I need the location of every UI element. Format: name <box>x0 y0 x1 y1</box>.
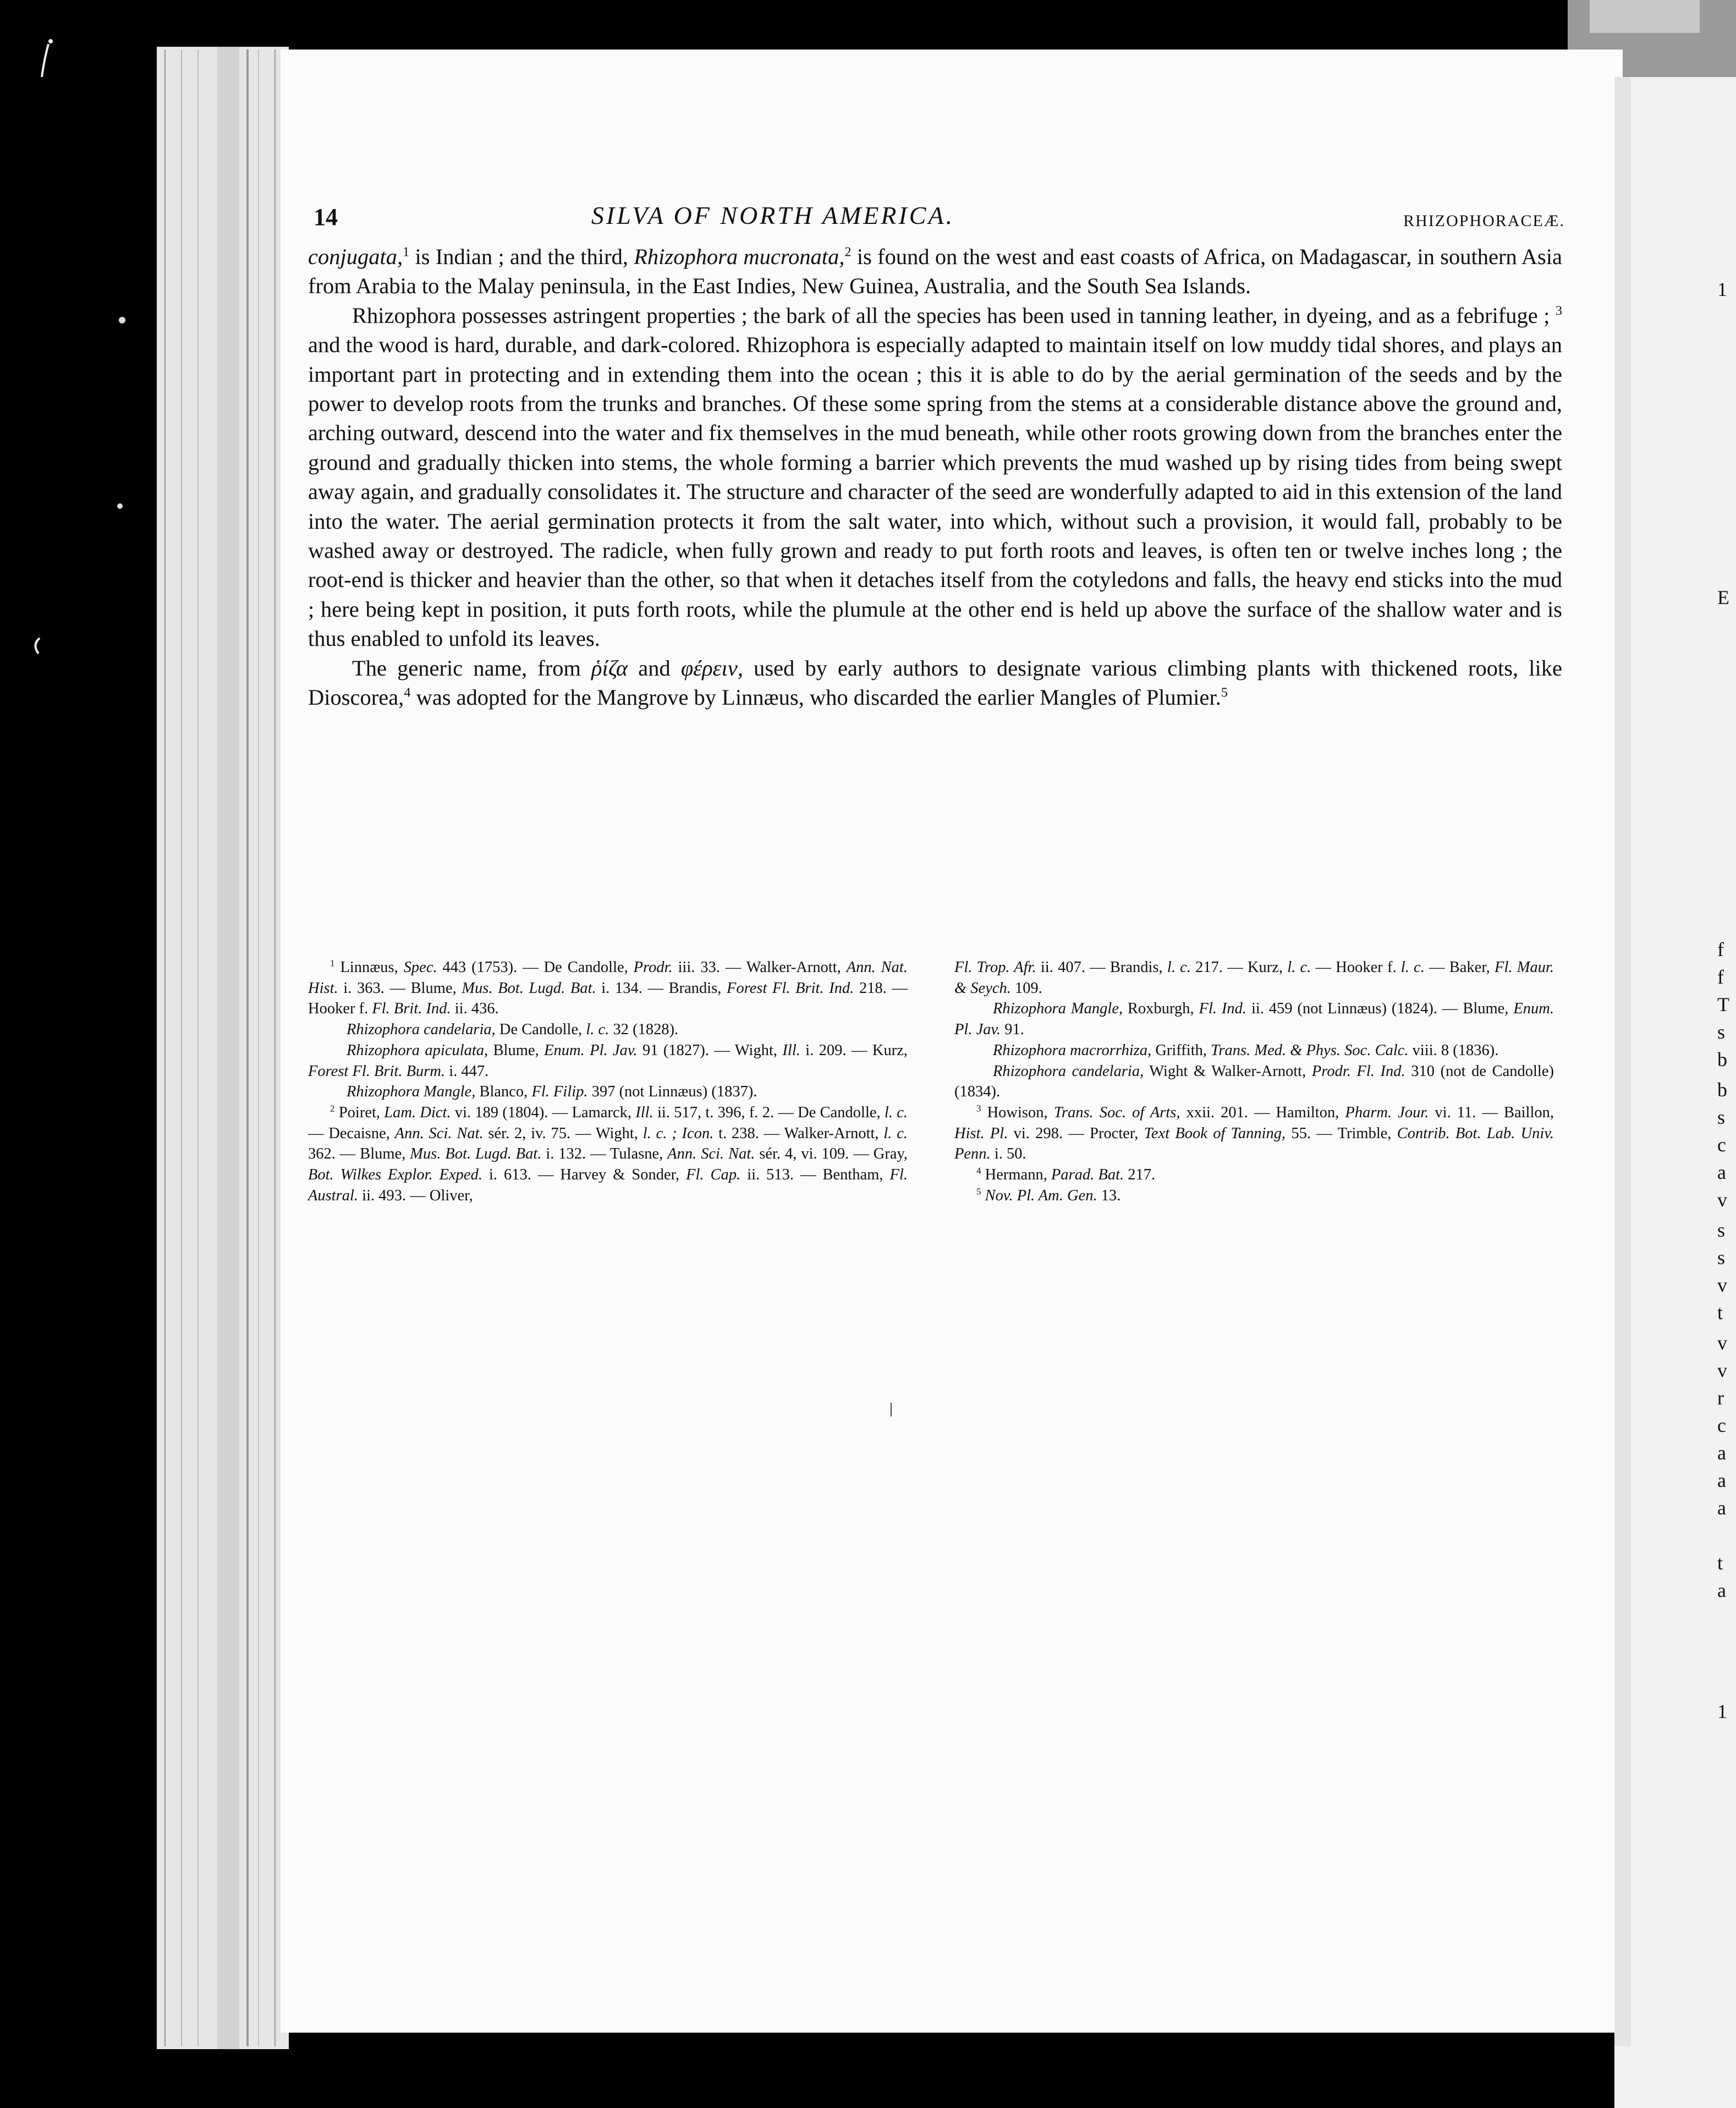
footnote-2: $^2$ Poiret, Lam. Dict. vi. 189 (1804). — Lamarck, Ill. ii. 517, t. 396, f. 2. — De Candolle, l. c. — Decaisne, Ann. Sci. Nat. sér. 2, iv. 75. — Wight, l. c. ; Icon. t. 238. — Walker-Arnott, l. c. 362. — Blume, Mus. Bot. Lugd. Bat. i. 132. — Tulasne, Ann. Sci. Nat. sér. 4, vi. 109. — Gray, Bot. Wilkes Explor. Exped. i. 613. — Harvey & Sonder, Fl. Cap. ii. 513. — Bentham, Fl. Austral. ii. 493. — Oliver, <box>308 1103 908 1204</box>
adjacent-page-letter: a <box>1717 1469 1726 1491</box>
adjacent-page-letter: T <box>1717 993 1729 1015</box>
body-text <box>308 242 1562 712</box>
footnote-2-macrorrhiza: Rhizophora macrorrhiza, Griffith, Trans. Med. & Phys. Soc. Calc. viii. 8 (1836). <box>993 1041 1499 1059</box>
adjacent-page-letter: a <box>1717 1161 1726 1183</box>
footnote-1-mangle: Rhizophora Mangle, Blanco, Fl. Filip. 397 (not Linnæus) (1837). <box>347 1083 757 1101</box>
adjacent-page-letter: c <box>1717 1414 1726 1436</box>
footnote-1: $^1$ Linnæus, Spec. 443 (1753). — De Candolle, Prodr. iii. 33. — Walker-Arnott, Ann. Nat. Hist. i. 363. — Blume, Mus. Bot. Lugd. Bat. i. 134. — Brandis, Forest Fl. Brit. Ind. 218. — Hooker f. Fl. Brit. Ind. ii. 436. <box>308 958 908 1018</box>
adjacent-page-letter: v <box>1717 1359 1727 1381</box>
adjacent-page-letter: s <box>1717 1219 1726 1241</box>
footnote-4: $^4$ Hermann, Parad. Bat. 217. <box>976 1165 1156 1184</box>
adjacent-page-letter: b <box>1717 1079 1727 1101</box>
adjacent-page-letter: r <box>1717 1387 1724 1409</box>
footnotes-left-column <box>308 957 908 1206</box>
page-header <box>314 201 1565 239</box>
adjacent-page-letter: s <box>1717 1021 1726 1043</box>
adjacent-page-letter: 1 <box>1717 1700 1727 1722</box>
adjacent-page-letter: v <box>1717 1332 1727 1354</box>
footnote-1-candelaria: Rhizophora candelaria, De Candolle, l. c. 32 (1828). <box>347 1021 679 1039</box>
adjacent-page-letter: t <box>1717 1552 1723 1574</box>
footnote-2-continued: Fl. Trop. Afr. ii. 407. — Brandis, l. c. 217. — Kurz, l. c. — Hooker f. l. c. — Baker, Fl. Maur. & Seych. 109. <box>954 959 1554 997</box>
footnote-3: $^3$ Howison, Trans. Soc. of Arts, xxii. 201. — Hamilton, Pharm. Jour. vi. 11. — Baillon, Hist. Pl. vi. 298. — Procter, Text Book of Tanning, 55. — Trimble, Contrib. Bot. Lab. Univ. Penn. i. 50. <box>954 1103 1554 1163</box>
adjacent-page-letter: 1 <box>1717 278 1727 300</box>
page-number: 14 <box>314 204 338 230</box>
adjacent-page-letter: a <box>1717 1497 1726 1519</box>
paragraph-3: The generic name, from ῥίζα and φέρειν, used by early authors to designate various climbing plants with thickened roots, like Dioscorea,$^4$ was adopted for the Mangrove by Linnæus, who discarded the earlier Mangles of Plumier.$^5$ <box>308 655 1562 710</box>
footnotes-right-column <box>954 957 1554 1206</box>
adjacent-page-letter: a <box>1717 1579 1726 1601</box>
footnote-1-apiculata: Rhizophora apiculata, Blume, Enum. Pl. Jav. 91 (1827). — Wight, Ill. i. 209. — Kurz, Forest Fl. Brit. Burm. i. 447. <box>308 1041 908 1080</box>
adjacent-page-letter: b <box>1717 1048 1727 1071</box>
paragraph-2: Rhizophora possesses astringent properties ; the bark of all the species has been used in tanning leather, in dyeing, and as a febrifuge ; $^3$ and the wood is hard, durable, and dark-colored. Rhizophora is especially adapted to maintain itself on low muddy tidal shores, and plays an important part in protecting and in extending them into the ocean ; this it is able to do by the aerial germination of the seeds and by the power to develop roots from the trunks and branches. Of these some spring from the stems at a considerable distance above the ground and, arching outward, descend into the water and fix themselves in the mud beneath, while other roots growing down from the branches enter the ground and gradually thicken into stems, the whole forming a barrier which prevents the mud washed up by rising tides from being swept away again, and gradually consolidates it. The structure and character of the seed are wonderfully adapted to aid in this extension of the land into the water. The aerial germination protects it from the salt water, into which, without such a provision, it would fall, probably to be washed away or destroyed. The radicle, when fully grown and ready to put forth roots and leaves, is often ten or twelve inches long ; the root-end is thicker and heavier than the other, so that when it detaches itself from the cotyledons and falls, the heavy end sticks into the mud ; here being kept in position, it puts forth roots, while the plumule at the other end is held up above the surface of the shallow water and is thus enabled to unfold its leaves. <box>308 303 1562 651</box>
adjacent-page-letter: v <box>1717 1274 1727 1296</box>
footnotes <box>308 957 1557 1206</box>
running-title: SILVA OF NORTH AMERICA. <box>591 201 955 229</box>
adjacent-page-letter: s <box>1717 1247 1726 1269</box>
adjacent-page-fragments <box>1715 0 1736 2108</box>
adjacent-page-letter: a <box>1717 1442 1726 1464</box>
adjacent-page-letter: v <box>1717 1189 1727 1211</box>
adjacent-page-letter: c <box>1717 1134 1726 1156</box>
footnote-2-candelaria: Rhizophora candelaria, Wight & Walker-Arnott, Prodr. Fl. Ind. 310 (not de Candolle) (1834). <box>954 1062 1554 1101</box>
footnote-2-mangle: Rhizophora Mangle, Roxburgh, Fl. Ind. ii. 459 (not Linnæus) (1824). — Blume, Enum. Pl. Jav. 91. <box>954 1000 1554 1039</box>
section-label: RHIZOPHORACEÆ. <box>1403 212 1565 230</box>
adjacent-page-letter: E <box>1717 586 1729 608</box>
adjacent-page-letter: s <box>1717 1106 1726 1128</box>
adjacent-page-letter: f <box>1717 966 1724 988</box>
adjacent-page-letter: t <box>1717 1302 1723 1324</box>
adjacent-page-letter: f <box>1717 938 1724 960</box>
paragraph-1: conjugata,$^1$ is Indian ; and the third, Rhizophora mucronata,$^2$ is found on the west and east coasts of Africa, on Madagascar, in southern Asia from Arabia to the Malay peninsula, in the East Indies, New Guinea, Australia, and the South Sea Islands. <box>308 244 1562 299</box>
footnote-5: $^5$ Nov. Pl. Am. Gen. 13. <box>976 1186 1121 1204</box>
